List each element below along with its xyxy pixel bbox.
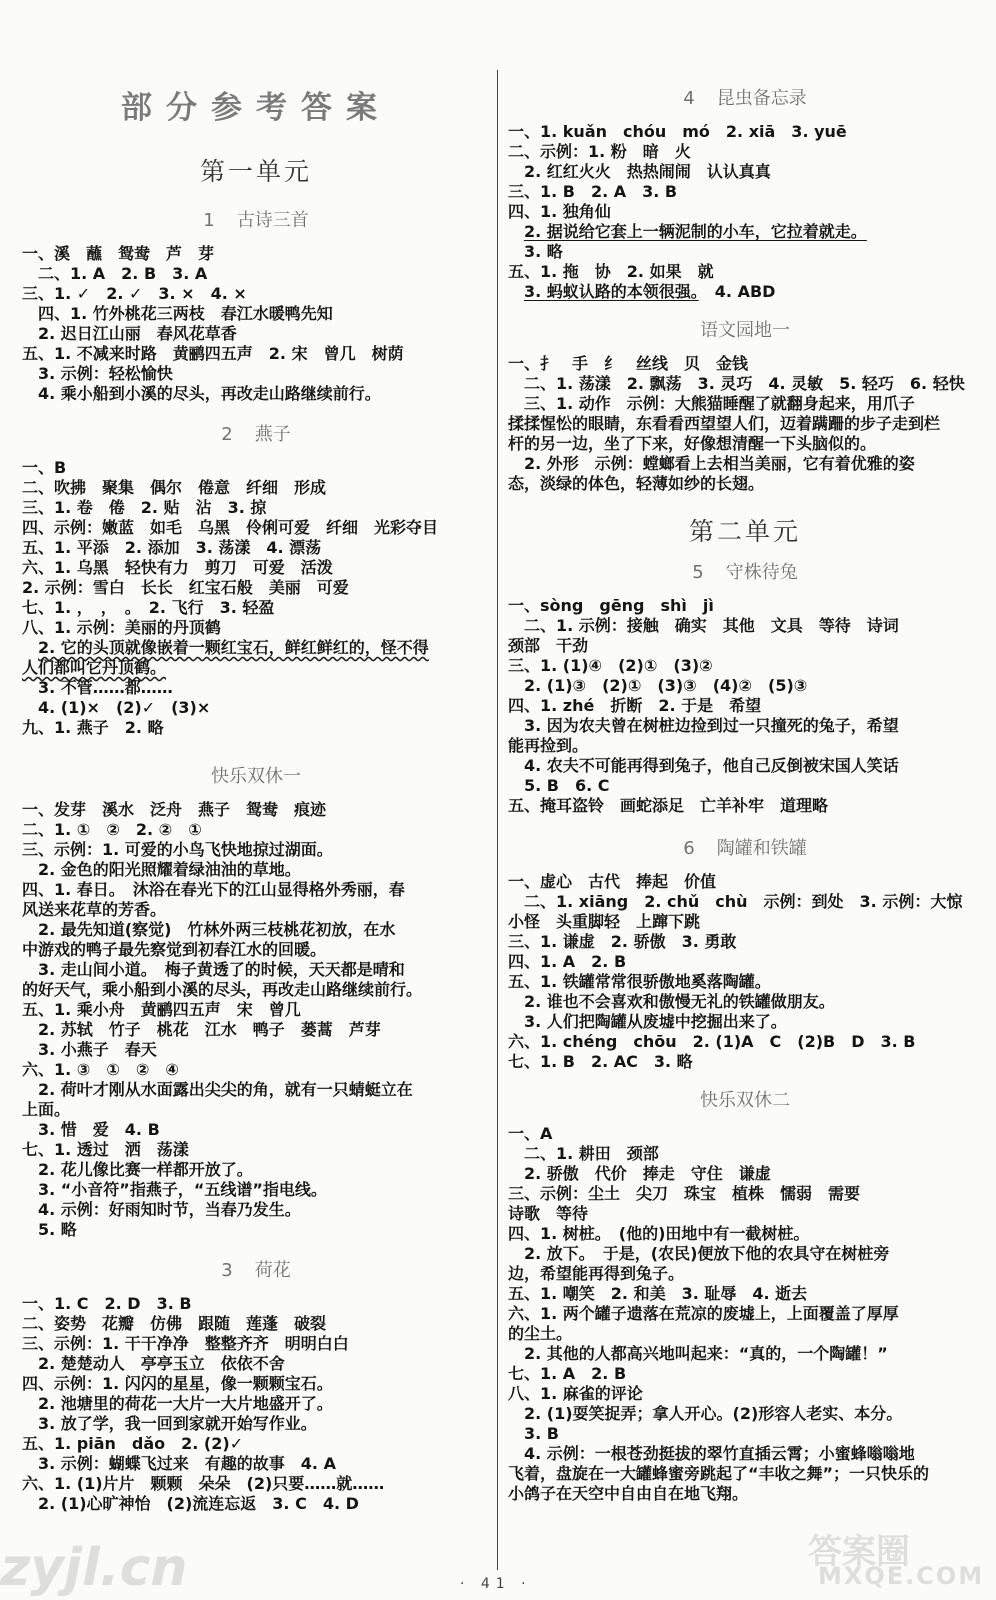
answer-line: 五、1. 铁罐常常很骄傲地奚落陶罐。 xyxy=(508,972,771,991)
lesson-6-answers xyxy=(508,872,982,1072)
lesson-number: 5 xyxy=(692,562,704,583)
holiday-1-heading: 快乐双休一 xyxy=(211,766,301,787)
answer-line: 2. (1)心旷神怡 (2)流连忘返 3. C 4. D xyxy=(38,1494,359,1513)
answer-tail: 4. ABD xyxy=(698,282,776,301)
answer-line: 二、姿势 花瓣 仿佛 跟随 莲蓬 破裂 xyxy=(22,1314,327,1333)
answer-line: 2. 池塘里的荷花一大片一大片地盛开了。 xyxy=(38,1394,333,1413)
lesson-2-heading xyxy=(22,420,490,446)
answer-line: 2. 红红火火 热热闹闹 认认真真 xyxy=(524,162,771,181)
answer-line: 5. 略 xyxy=(38,1220,77,1239)
yuwen-yuandi-1-answers xyxy=(508,354,982,494)
holiday-2-heading: 快乐双休二 xyxy=(700,1090,790,1111)
answer-line: 五、1. 平添 2. 添加 3. 荡漾 4. 漂荡 xyxy=(22,538,322,557)
answer-line: 态，淡绿的体色，轻薄如纱的长翅。 xyxy=(508,474,765,493)
answer-line: 二、1. xiāng 2. chǔ chù 示例：到处 3. 示例：大惊 xyxy=(524,892,963,911)
answer-line: 七、1. ， ， 。 2. 飞行 3. 轻盈 xyxy=(22,598,275,617)
lesson-name: 陶罐和铁罐 xyxy=(716,838,807,859)
answer-line: 的尘土。 xyxy=(508,1324,573,1343)
answer-line: 3. 因为农夫曾在树桩边捡到过一只撞死的兔子，希望 xyxy=(524,716,899,735)
watermark-right-logo: 答案圈 xyxy=(808,1532,910,1572)
answer-line: 三、1. 卷 倦 2. 贴 沾 3. 掠 xyxy=(22,498,267,517)
answer-line: 四、1. 独角仙 xyxy=(508,202,611,221)
answer-line: 能再捡到。 xyxy=(508,736,589,755)
answer-line: 三、1. 动作 示例：大熊猫睡醒了就翻身起来，用爪子 xyxy=(524,394,915,413)
lesson-1-heading xyxy=(22,206,490,232)
lesson-2-wavy-answer xyxy=(22,638,490,678)
answer-line: 五、1. 嘲笑 2. 和美 3. 耻辱 4. 逝去 xyxy=(508,1284,808,1303)
answer-line: 三、1. 谦虚 2. 骄傲 3. 勇敢 xyxy=(508,932,737,951)
answer-line: 2. 谁也不会喜欢和傲慢无礼的铁罐做朋友。 xyxy=(524,992,835,1011)
answer-line: 中游戏的鸭子最先察觉到初春江水的回暖。 xyxy=(22,940,327,959)
answer-line: 四、1. 竹外桃花三两枝 春江水暖鸭先知 xyxy=(38,304,333,323)
lesson-1-answers xyxy=(22,244,490,404)
lesson-2-answers xyxy=(22,458,490,638)
answer-line: 四、1. A 2. B xyxy=(508,952,627,971)
answer-line: 小鸽子在天空中自由自在地飞翔。 xyxy=(508,1484,749,1503)
lesson-number: 2 xyxy=(221,424,233,445)
answer-line: 二、吹拂 聚集 偶尔 倦意 纤细 形成 xyxy=(22,478,327,497)
answer-line: 六、1. 乌黑 轻快有力 剪刀 可爱 活泼 xyxy=(22,558,333,577)
answer-line: 4. 示例：好雨知时节，当春乃发生。 xyxy=(38,1200,301,1219)
answer-line: 八、1. 示例：美丽的丹顶鹤 xyxy=(22,618,221,637)
answer-line: 一、1. kuǎn chóu mó 2. xiā 3. yuē xyxy=(508,122,847,141)
watermark-right-url: MXQE.COM xyxy=(818,1562,985,1590)
lesson-4-last-answer xyxy=(508,282,982,302)
underlined-line-2: 3. 蚂蚁认路的本领很强。 xyxy=(524,282,699,301)
answer-line: 六、1. (1)片片 颗颗 朵朵 (2)只要……就…… xyxy=(22,1474,385,1493)
page-title: 部分参考答案 xyxy=(121,90,391,126)
lesson-5-answers xyxy=(508,596,982,816)
lesson-3-heading xyxy=(22,1256,490,1282)
lesson-4-underlined-answer xyxy=(508,222,982,242)
wavy-line-2: 人们都叫它丹顶鹤。 xyxy=(22,658,167,677)
lesson-2-answers-cont xyxy=(22,678,490,738)
lesson-number: 6 xyxy=(683,838,695,859)
lesson-number: 1 xyxy=(203,210,215,231)
answer-line: 三、示例：尘土 尖刀 珠宝 植株 懦弱 需要 xyxy=(508,1184,861,1203)
answer-line: 七、1. A 2. B xyxy=(508,1364,627,1383)
lesson-4-answers xyxy=(508,122,982,222)
watermark-left: zyjl.cn xyxy=(0,1538,188,1598)
answer-line: 3. 走山间小道。 梅子黄透了的时候，天天都是晴和 xyxy=(38,960,405,979)
answer-line: 2. 其他的人都高兴地叫起来：“真的，一个陶罐！” xyxy=(524,1344,888,1363)
answer-line: 2. 苏轼 竹子 桃花 江水 鸭子 蒌蒿 芦芽 xyxy=(38,1020,381,1039)
answer-line: 3. 小燕子 春天 xyxy=(38,1040,157,1059)
answer-line: 2. 金色的阳光照耀着绿油油的草地。 xyxy=(38,860,301,879)
answer-line: 2. 迟日江山丽 春风花草香 xyxy=(38,324,237,343)
lesson-name: 守株待兔 xyxy=(725,562,798,583)
answer-line: 四、示例：嫩蓝 如毛 乌黑 伶俐可爱 纤细 光彩夺目 xyxy=(22,518,439,537)
answer-line: 二、示例：1. 粉 暗 火 xyxy=(508,142,691,161)
answer-line: 上面。 xyxy=(22,1100,71,1119)
lesson-5-heading xyxy=(508,558,982,584)
unit-2-heading: 第二单元 xyxy=(688,517,801,546)
answer-line: 3. 示例：蝴蝶飞过来 有趣的故事 4. A xyxy=(38,1454,336,1473)
answer-line: 一、B xyxy=(22,458,67,477)
answer-line: 一、溪 蘸 鸳鸯 芦 芽 xyxy=(22,244,215,263)
wavy-line-1: 2. 它的头顶就像嵌着一颗红宝石，鲜红鲜红的，怪不得 xyxy=(38,638,429,657)
answer-line: 三、示例：1. 干干净净 整整齐齐 明明白白 xyxy=(22,1334,349,1353)
answer-line: 杆的另一边，坐了下来，好像想清醒一下头脑似的。 xyxy=(508,434,877,453)
answer-line: 三、1. B 2. A 3. B xyxy=(508,182,678,201)
unit-1-heading: 第一单元 xyxy=(199,157,312,186)
answer-line: 飞着，盘旋在一大罐蜂蜜旁跳起了“丰收之舞”；一只快乐的 xyxy=(508,1464,930,1483)
answer-line: 3. 略 xyxy=(524,242,563,261)
answer-line: 的好天气，乘小船到小溪的尽头，再改走山路继续前行。 xyxy=(22,980,423,999)
lesson-number: 3 xyxy=(221,1260,233,1281)
answer-line: 2. 示例：雪白 长长 红宝石般 美丽 可爱 xyxy=(22,578,349,597)
answer-line: 一、sòng gēng shì jì xyxy=(508,596,714,615)
holiday-2-answers xyxy=(508,1124,982,1504)
answer-line: 4. (1)× (2)✓ (3)× xyxy=(38,698,211,717)
answer-line: 一、扌 手 纟 丝线 贝 金钱 xyxy=(508,354,749,373)
answer-line: 3. 放了学，我一回到家就开始写作业。 xyxy=(38,1414,317,1433)
answer-line: 七、1. 透过 洒 荡漾 xyxy=(22,1140,189,1159)
lesson-3-answers xyxy=(22,1294,490,1514)
answer-line: 小怪 头重脚轻 上蹿下跳 xyxy=(508,912,701,931)
answer-line: 三、1. ✓ 2. ✓ 3. × 4. × xyxy=(22,284,247,303)
answer-line: 六、1. chéng chōu 2. (1)A C (2)B D 3. B xyxy=(508,1032,916,1051)
answer-line: 2. 外形 示例：螳螂看上去相当美丽，它有着优雅的姿 xyxy=(524,454,915,473)
lesson-name: 古诗三首 xyxy=(236,210,309,231)
answer-line: 二、1. A 2. B 3. A xyxy=(38,264,208,283)
answer-line: 五、1. 乘小舟 黄鹂四五声 宋 曾几 xyxy=(22,1000,301,1019)
answer-line: 揉揉惺忪的眼睛，东看看西望望人们，迈着蹒跚的步子走到栏 xyxy=(508,414,941,433)
answer-line: 四、1. 春日。 沐浴在春光下的江山显得格外秀丽，春 xyxy=(22,880,405,899)
answer-line: 二、1. ① ② 2. ② ① xyxy=(22,820,202,839)
answer-line: 一、发芽 溪水 泛舟 燕子 鸳鸯 痕迹 xyxy=(22,800,327,819)
answer-line: 4. 农夫不可能再得到兔子，他自己反倒被宋国人笑话 xyxy=(524,756,899,775)
answer-line: 八、1. 麻雀的评论 xyxy=(508,1384,643,1403)
answer-line: 二、1. 耕田 颈部 xyxy=(524,1144,659,1163)
answer-line: 3. 不管……都…… xyxy=(38,678,173,697)
answer-line: 九、1. 燕子 2. 略 xyxy=(22,718,164,737)
answer-line: 四、1. zhé 折断 2. 于是 希望 xyxy=(508,696,762,715)
answer-line: 3. 示例：轻松愉快 xyxy=(38,364,173,383)
answer-line: 四、示例：1. 闪闪的星星，像一颗颗宝石。 xyxy=(22,1374,333,1393)
answer-line: 2. 荷叶才刚从水面露出尖尖的角，就有一只蜻蜓立在 xyxy=(38,1080,413,1099)
lesson-4-answers-cont xyxy=(508,242,982,282)
answer-line: 五、1. piān dǎo 2. (2)✓ xyxy=(22,1434,244,1453)
answer-line: 3. 惜 爱 4. B xyxy=(38,1120,160,1139)
answer-line: 三、1. (1)④ (2)① (3)② xyxy=(508,656,713,675)
holiday-1-answers xyxy=(22,800,490,1240)
answer-line: 2. 放下。 于是，(农民)便放下他的农具守在树桩旁 xyxy=(524,1244,890,1263)
answer-line: 五、掩耳盗铃 画蛇添足 亡羊补牢 道理略 xyxy=(508,796,829,815)
answer-line: 2. 最先知道(察觉) 竹林外两三枝桃花初放，在水 xyxy=(38,920,396,939)
lesson-name: 荷花 xyxy=(254,1260,291,1281)
answer-line: 六、1. 两个罐子遗落在荒凉的废墟上，上面覆盖了厚厚 xyxy=(508,1304,899,1323)
column-divider xyxy=(497,70,498,1570)
lesson-name: 燕子 xyxy=(254,424,291,445)
answer-line: 2. 楚楚动人 亭亭玉立 依依不舍 xyxy=(38,1354,285,1373)
answer-line: 3. 人们把陶罐从废墟中挖掘出来了。 xyxy=(524,1012,787,1031)
answer-line: 颈部 干劲 xyxy=(508,636,589,655)
lesson-4-heading xyxy=(508,84,982,110)
answer-line: 七、1. B 2. AC 3. 略 xyxy=(508,1052,693,1071)
yuwen-yuandi-1-heading: 语文园地一 xyxy=(700,320,790,341)
answer-line: 三、示例：1. 可爱的小鸟飞快地掠过湖面。 xyxy=(22,840,333,859)
answer-line: 2. 骄傲 代价 捧走 守住 谦虚 xyxy=(524,1164,771,1183)
answer-line: 二、1. 示例：接触 确实 其他 文具 等待 诗词 xyxy=(524,616,899,635)
answer-line: 诗歌 等待 xyxy=(508,1204,589,1223)
answer-line: 边，希望能再得到兔子。 xyxy=(508,1264,685,1283)
underlined-line-1: 2. 据说给它套上一辆泥制的小车，它拉着就走。 xyxy=(524,222,867,241)
answer-line: 四、1. 树桩。 (他的)田地中有一截树桩。 xyxy=(508,1224,810,1243)
answer-line: 3. “小音符”指燕子，“五线谱”指电线。 xyxy=(38,1180,327,1199)
answer-line: 二、1. 荡漾 2. 飘荡 3. 灵巧 4. 灵敏 5. 轻巧 6. 轻快 xyxy=(524,374,965,393)
answer-line: 2. 花儿像比赛一样都开放了。 xyxy=(38,1160,253,1179)
answer-line: 五、1. 不减来时路 黄鹂四五声 2. 宋 曾几 树荫 xyxy=(22,344,404,363)
lesson-6-heading xyxy=(508,834,982,860)
answer-line: 4. 示例：一根苍劲挺拔的翠竹直插云霄；小蜜蜂嗡嗡地 xyxy=(524,1444,915,1463)
answer-line: 六、1. ③ ① ② ④ xyxy=(22,1060,179,1079)
answer-line: 一、虚心 古代 捧起 价值 xyxy=(508,872,717,891)
answer-line: 一、1. C 2. D 3. B xyxy=(22,1294,192,1313)
page-number: · 41 · xyxy=(460,1576,532,1592)
lesson-number: 4 xyxy=(683,88,695,109)
answer-line: 五、1. 拖 协 2. 如果 就 xyxy=(508,262,714,281)
answer-line: 4. 乘小船到小溪的尽头，再改走山路继续前行。 xyxy=(38,384,381,403)
answer-line: 一、A xyxy=(508,1124,553,1143)
answer-line: 5. B 6. C xyxy=(524,776,610,795)
lesson-name: 昆虫备忘录 xyxy=(716,88,807,109)
answer-line: 2. (1)③ (2)① (3)③ (4)② (5)③ xyxy=(524,676,808,695)
answer-line: 3. B xyxy=(524,1424,559,1443)
answer-line: 2. (1)耍笑捉弄；拿人开心。(2)形容人老实、本分。 xyxy=(524,1404,903,1423)
answer-line: 风送来花草的芳香。 xyxy=(22,900,167,919)
